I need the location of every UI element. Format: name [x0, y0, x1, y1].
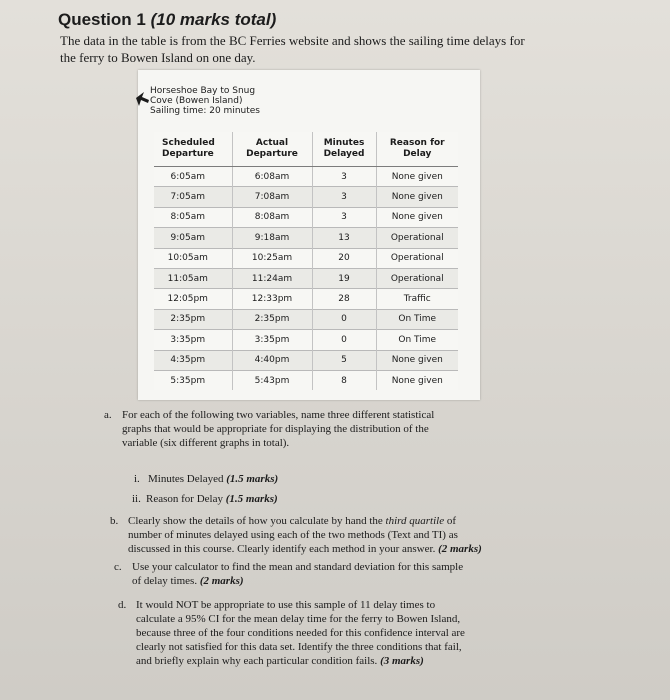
document-page: Question 1 (10 marks total) The data in the table is from the BC Ferries website and shows the sailing time delays for the ferry to Bowen Island on one day. Horseshoe Bay to Snug Cove (Bowen Island) Sailing time: 20 minutes Scheduled Departure Actual Departure Minutes Delayed Reason for Delay 6:05am 6:08am 3 None given 7:05am 7:08am 3 None given 8:05am 8:08am 3 None given 9:05am 9:18am 13 Operational 10:05am 10:25am 20 Operational 11:05am 11:24am 19 Operational 12:05pm 12:33pm 28 Traffic 2:35pm 2:35pm 0 On Time 3:35pm 3:35pm 0 On Time 4:35pm 4:40pm 5 None given 5:35pm 5:43pm 8 None given a. For each of the following two variables, name three different statistical graphs that would be appropriate for displaying the distribution of the variable (six different graphs in total). i. Minutes Delayed (1.5 marks) ii. Reason for Delay (1.5 marks) b. Clearly show the details of how you calculate by hand the third quartile of number of minutes delayed using each of the two methods (Text and TI) as discussed in this course. Clearly identify each method in your answer. (2 marks) c. Use your calculator to find the mean and standard deviation for this sample of delay times. (2 marks) d. It would NOT be appropriate to use this sample of 11 delay times to calculate a 95% CI for the mean delay time for the ferry to Bowen Island, because three of the four conditions needed for this confidence interval are clearly not satisfied for this data set. Identify the three conditions that fail, and briefly explain why each particular condition fails. (3 marks): [0, 0, 670, 700]
cell-actual: 4:40pm: [232, 350, 312, 370]
cell-minutes: 28: [312, 289, 376, 309]
cell-scheduled: 5:35pm: [154, 370, 232, 390]
cell-scheduled: 4:35pm: [154, 350, 232, 370]
cell-scheduled: 2:35pm: [154, 309, 232, 329]
header-reason-for-delay: Reason for Delay: [376, 132, 458, 167]
cell-reason: Traffic: [376, 289, 458, 309]
cell-scheduled: 11:05am: [154, 268, 232, 288]
route-line-1: Horseshoe Bay to Snug: [150, 86, 256, 96]
cell-actual: 9:18am: [232, 228, 312, 248]
cell-actual: 5:43pm: [232, 370, 312, 390]
cell-minutes: 5: [312, 350, 376, 370]
cell-minutes: 19: [312, 268, 376, 288]
header-scheduled-departure: Scheduled Departure: [154, 132, 232, 167]
cell-reason: Operational: [376, 248, 458, 268]
cell-reason: None given: [376, 370, 458, 390]
header-actual-departure: Actual Departure: [232, 132, 312, 167]
cell-reason: None given: [376, 350, 458, 370]
delays-table: [154, 132, 458, 390]
table-row: [154, 309, 458, 329]
cell-reason: On Time: [376, 309, 458, 329]
table-row: [154, 228, 458, 248]
question-marks: (10 marks total): [150, 10, 277, 29]
cell-scheduled: 9:05am: [154, 228, 232, 248]
table-row: [154, 167, 458, 187]
cell-minutes: 3: [312, 167, 376, 187]
cell-scheduled: 8:05am: [154, 207, 232, 227]
cell-scheduled: 6:05am: [154, 167, 232, 187]
table-row: [154, 207, 458, 227]
table-row: [154, 350, 458, 370]
table-row: [154, 289, 458, 309]
cell-actual: 12:33pm: [232, 289, 312, 309]
question-number: Question 1: [58, 10, 146, 29]
header-minutes-delayed: Minutes Delayed: [312, 132, 376, 167]
cell-minutes: 3: [312, 207, 376, 227]
cell-minutes: 0: [312, 309, 376, 329]
cell-actual: 8:08am: [232, 207, 312, 227]
cell-reason: None given: [376, 167, 458, 187]
table-header-row: [154, 132, 458, 167]
cell-scheduled: 12:05pm: [154, 289, 232, 309]
cell-scheduled: 7:05am: [154, 187, 232, 207]
table-row: [154, 370, 458, 390]
cell-reason: None given: [376, 187, 458, 207]
cell-actual: 7:08am: [232, 187, 312, 207]
cell-reason: Operational: [376, 228, 458, 248]
table-row: [154, 187, 458, 207]
cell-reason: On Time: [376, 330, 458, 350]
route-sailing-time: Sailing time: 20 minutes: [150, 106, 260, 116]
pointer-arrow-icon: [134, 92, 150, 108]
cell-actual: 3:35pm: [232, 330, 312, 350]
question-intro: The data in the table is from the BC Ferries website and shows the sailing time delays for the ferry to Bowen Island on one day.: [60, 33, 525, 65]
cell-minutes: 3: [312, 187, 376, 207]
cell-reason: Operational: [376, 268, 458, 288]
cell-actual: 10:25am: [232, 248, 312, 268]
cell-scheduled: 3:35pm: [154, 330, 232, 350]
cell-scheduled: 10:05am: [154, 248, 232, 268]
table-row: [154, 248, 458, 268]
cell-minutes: 13: [312, 228, 376, 248]
cell-reason: None given: [376, 207, 458, 227]
question-title: [58, 10, 276, 30]
table-row: [154, 330, 458, 350]
route-line-2: Cove (Bowen Island): [150, 96, 243, 106]
cell-actual: 11:24am: [232, 268, 312, 288]
route-info: [150, 86, 260, 116]
cell-actual: 2:35pm: [232, 309, 312, 329]
table-row: [154, 268, 458, 288]
cell-actual: 6:08am: [232, 167, 312, 187]
cell-minutes: 20: [312, 248, 376, 268]
cell-minutes: 0: [312, 330, 376, 350]
cell-minutes: 8: [312, 370, 376, 390]
